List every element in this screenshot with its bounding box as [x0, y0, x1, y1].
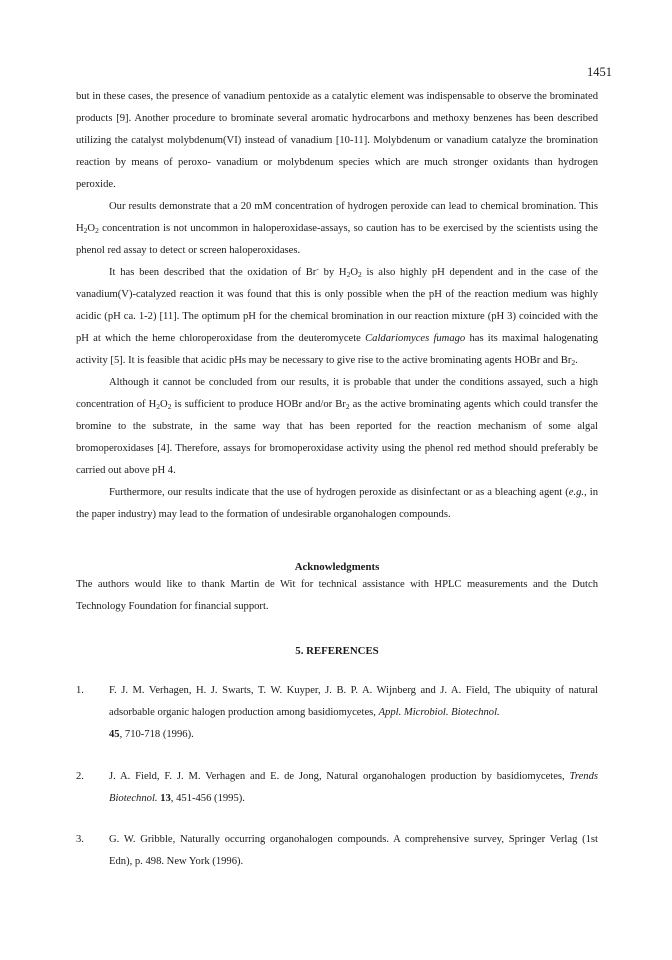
- reference-body: G. W. Gribble, Naturally occurring organohalogen compounds. A comprehensive survey, Springer Verlag (1st Edn), p. 498. New York (1996).: [109, 834, 598, 867]
- reference-item: [76, 829, 598, 873]
- paragraph-text: has its maximal halogenating activity [5]. It is feasible that acidic pHs may be necessary to give rise to the active brominating agents HOBr and Br: [76, 333, 598, 366]
- reference-volume: 13: [160, 793, 171, 804]
- subscript: 2: [345, 402, 350, 411]
- paragraph-text: Although it cannot be concluded from our results, it is probable that under the conditions assayed, such a high concentration of H: [76, 377, 598, 410]
- paragraph-text: , in the paper industry) may lead to the formation of undesirable organohalogen compounds.: [76, 487, 598, 520]
- paragraph-text: as the active brominating agents which could transfer the bromine to the substrate, in the same way that has been reported for the reaction mechanism of some algal bromoperoxidases [4]. Therefore, assays for bromoperoxidase activity using the phenol red method should preferably be carried out above pH 4.: [76, 399, 598, 476]
- paragraph-text: by H: [318, 267, 347, 278]
- page-number: 1451: [587, 65, 612, 79]
- reference-pages: , 710-718 (1996).: [119, 729, 194, 740]
- reference-journal: Trends Biotechnol.: [109, 771, 598, 804]
- paragraph-2: [76, 196, 598, 262]
- reference-body: [109, 766, 598, 810]
- reference-item: [76, 766, 598, 810]
- paragraph-text: is sufficient to produce HOBr and/or Br: [171, 399, 346, 410]
- superscript: -: [316, 264, 319, 273]
- reference-number: 2.: [76, 771, 84, 782]
- acknowledgments-heading: Acknowledgments: [294, 561, 380, 573]
- reference-number: 3.: [76, 834, 84, 845]
- reference-authors: J. A. Field, F. J. M. Verhagen and E. de Jong, Natural organohalogen production by basidiomycetes,: [109, 771, 570, 782]
- reference-volume: 45: [109, 729, 120, 740]
- species-name: Caldariomyces fumago: [365, 333, 466, 344]
- reference-authors: F. J. M. Verhagen, H. J. Swarts, T. W. Kuyper, J. B. P. A. Wijnberg and J. A. Field, The ubiquity of natural adsorbable organic halogen production among basidiomycetes,: [109, 685, 598, 718]
- reference-pages: , 451-456 (1995).: [170, 793, 245, 804]
- reference-body: [109, 680, 598, 746]
- subscript: 2: [357, 270, 362, 279]
- subscript: 2: [83, 226, 88, 235]
- references-heading: 5. REFERENCES: [295, 645, 379, 657]
- paragraph-text: O: [87, 223, 96, 234]
- acknowledgments-text: The authors would like to thank Martin de Wit for technical assistance with HPLC measurements and the Dutch Technology Foundation for financial support.: [76, 579, 598, 612]
- subscript: 2: [571, 358, 576, 367]
- subscript: 2: [95, 226, 99, 235]
- paragraph-text: It has been described that the oxidation of Br: [109, 267, 317, 278]
- reference-number: 1.: [76, 685, 84, 696]
- paragraph-text: O: [160, 399, 168, 410]
- paragraph-5: [76, 482, 598, 526]
- subscript: 2: [156, 402, 161, 411]
- reference-item: [76, 680, 598, 746]
- paragraph-text: Our results demonstrate that a 20 mM concentration of hydrogen peroxide can lead to chemical bromination. This H: [76, 201, 598, 234]
- italic-text: e.g.: [568, 487, 585, 498]
- paragraph-text: O: [350, 267, 358, 278]
- paragraph-text: concentration is not uncommon in haloperoxidase-assays, so caution has to be exercised by the scientists using the phenol red assay to detect or screen haloperoxidases.: [76, 223, 598, 256]
- reference-journal: Appl. Microbiol. Biotechnol.: [378, 707, 500, 718]
- paragraph-text: but in these cases, the presence of vanadium pentoxide as a catalytic element was indispensable to observe the brominated products [9]. Another procedure to brominate several aromatic hydrocarbons and methoxy benzenes has been described utilizing the catalyst molybdenum(VI) instead of vanadium [10-11]. Molybdenum or vanadium catalyze the bromination reaction by means of peroxo- vanadium or molybdenum species which are much stronger oxidants than hydrogen peroxide.: [76, 91, 598, 190]
- paragraph-text: is also highly pH dependent and in the case of the vanadium(V)-catalyzed reaction it was found that this is only possible when the pH of the reaction medium was highly acidic (pH ca. 1-2) [11]. The optimum pH for the chemical bromination in our reaction mixture (pH 3) coincided with the pH at which the heme chloroperoxidase from the deuteromycete: [76, 267, 598, 344]
- subscript: 2: [167, 402, 172, 411]
- subscript: 2: [346, 270, 351, 279]
- body-text: [76, 86, 598, 526]
- paragraph-text: Furthermore, our results indicate that the use of hydrogen peroxide as disinfectant or as a bleaching agent (: [109, 487, 569, 498]
- paragraph-4: [76, 372, 598, 482]
- paragraph-text: .: [575, 355, 578, 366]
- paragraph-1: [76, 86, 598, 196]
- paragraph-3: [76, 262, 598, 372]
